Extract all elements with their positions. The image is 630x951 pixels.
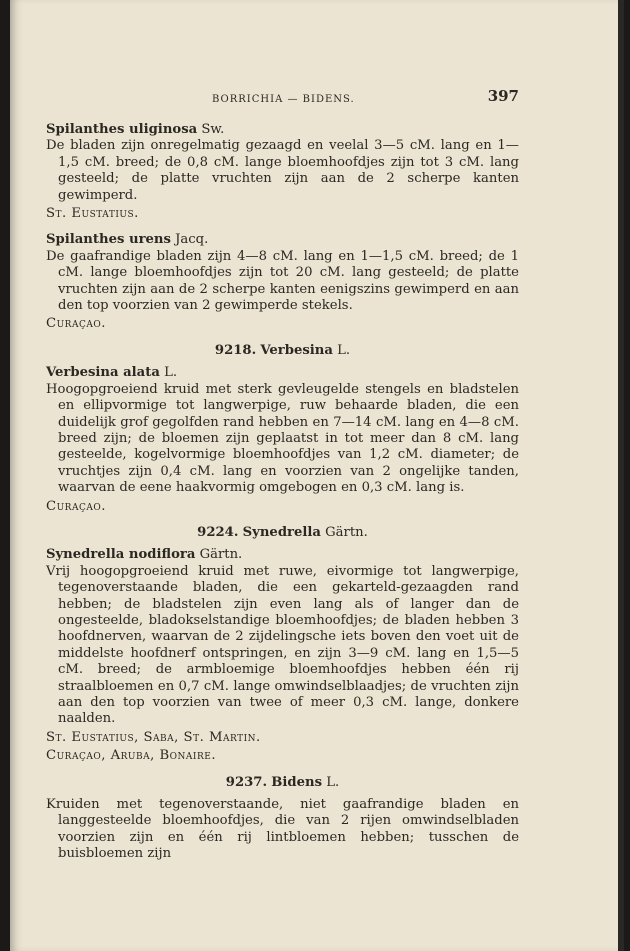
genus-name: Bidens xyxy=(271,774,323,790)
species-name: Synedrella nodiflora xyxy=(46,547,196,563)
species-locality: Curaçao. xyxy=(46,316,106,332)
species-locality: Curaçao, Aruba, Bonaire. xyxy=(46,748,217,764)
species-author: L. xyxy=(159,365,178,381)
page-spine-edge xyxy=(618,0,624,951)
page-header xyxy=(46,88,519,108)
genus-number: 9224. xyxy=(197,524,239,540)
species-description: Hoogopgroeiend kruid met sterk gevleugelde stengels en bladstelen en ellipvormige tot langwerpige, ruw behaarde bladen, die een duidelijk grof gegolfden rand hebben en 7—14 cM. lang en 4—8 cM. breed zijn; de bloemen zijn geplaatst in tot meer dan 8 cM. lang gesteelde, kogelvormige bloemhoofdjes van 1,2 cM. diameter; de vruchtjes zijn 0,4 cM. lang en voorzien van 2 ongelijke tanden, waarvan de eene haakvormig omgebogen en 0,3 cM. lang is. xyxy=(46,381,519,496)
species-locality: St. Eustatius, Saba, St. Martin. xyxy=(46,729,261,745)
species-locality: Curaçao. xyxy=(46,498,106,514)
genus-name: Verbesina xyxy=(260,342,333,358)
page-number: 397 xyxy=(487,87,519,105)
genus-number: 9218. xyxy=(214,342,257,358)
genus-name: Synedrella xyxy=(242,524,321,540)
species-author: Gärtn. xyxy=(195,547,243,563)
species-author: Jacq. xyxy=(170,232,209,248)
book-page xyxy=(10,0,624,951)
species-name: Spilanthes uliginosa xyxy=(46,122,198,137)
genus-heading-verbesina xyxy=(46,343,519,359)
species-entry-spilanthes-urens xyxy=(46,232,519,332)
species-entry-synedrella-nodiflora xyxy=(46,547,519,764)
species-locality: St. Eustatius. xyxy=(46,206,139,222)
species-entry-verbesina-alata xyxy=(46,365,519,515)
page-text-block xyxy=(46,88,519,863)
genus-description: Kruiden met tegenoverstaande, niet gaafrandige bladen en langgesteelde bloemhoofdjes, die van 2 rijen omwindselbladen voorzien zijn en één rij lintbloemen hebben; tusschen de buisbloemen zijn xyxy=(46,797,519,862)
species-entry-spilanthes-uliginosa xyxy=(46,122,519,222)
species-description: Vrij hoogopgroeiend kruid met ruwe, eivormige tot langwerpige, tegenoverstaande bladen, die een gekarteld-gezaagden rand hebben; de bladstelen zijn even lang als of langer dan de ongesteelde, bladokselstandige bloemhoofdjes; de bladen hebben 3 hoofdnerven, waarvan de 2 zijdelingsche iets boven den voet uit de middelste hoofdnerf ontspringen, en zijn 3—9 cM. lang en 1,5—5 cM. breed; de armbloemige bloemhoofdjes hebben één rij straalbloemen en 0,7 cM. lange omwindselblaadjes; de vruchten zijn aan den top voorzien van twee of meer 0,3 cM. lange, donkere naalden. xyxy=(46,563,519,727)
species-description: De gaafrandige bladen zijn 4—8 cM. lang en 1—1,5 cM. breed; de 1 cM. lange bloemhoofdjes zijn tot 20 cM. lang gesteeld; de platte vruchten zijn aan de 2 scherpe kanten eenigszins gewimperd en aan den top voorzien van 2 gewimperde stekels. xyxy=(46,248,519,314)
genus-author: L. xyxy=(332,342,351,358)
running-title: BORRICHIA — BIDENS. xyxy=(212,94,355,105)
species-name: Verbesina alata xyxy=(46,365,160,381)
genus-heading-synedrella xyxy=(46,525,519,541)
genus-author: Gärtn. xyxy=(320,524,368,540)
genus-author: L. xyxy=(322,774,340,790)
genus-heading-bidens xyxy=(46,775,519,791)
species-name: Spilanthes urens xyxy=(46,232,171,248)
genus-number: 9237. xyxy=(225,774,268,790)
species-description: De bladen zijn onregelmatig gezaagd en veelal 3—5 cM. lang en 1—1,5 cM. breed; de 0,8 cM. lange bloemhoofdjes zijn tot 3 cM. lang gesteeld; de platte vruchten zijn aan de 2 scherpe kanten gewimperd. xyxy=(46,138,519,203)
species-author: Sw. xyxy=(197,122,225,137)
